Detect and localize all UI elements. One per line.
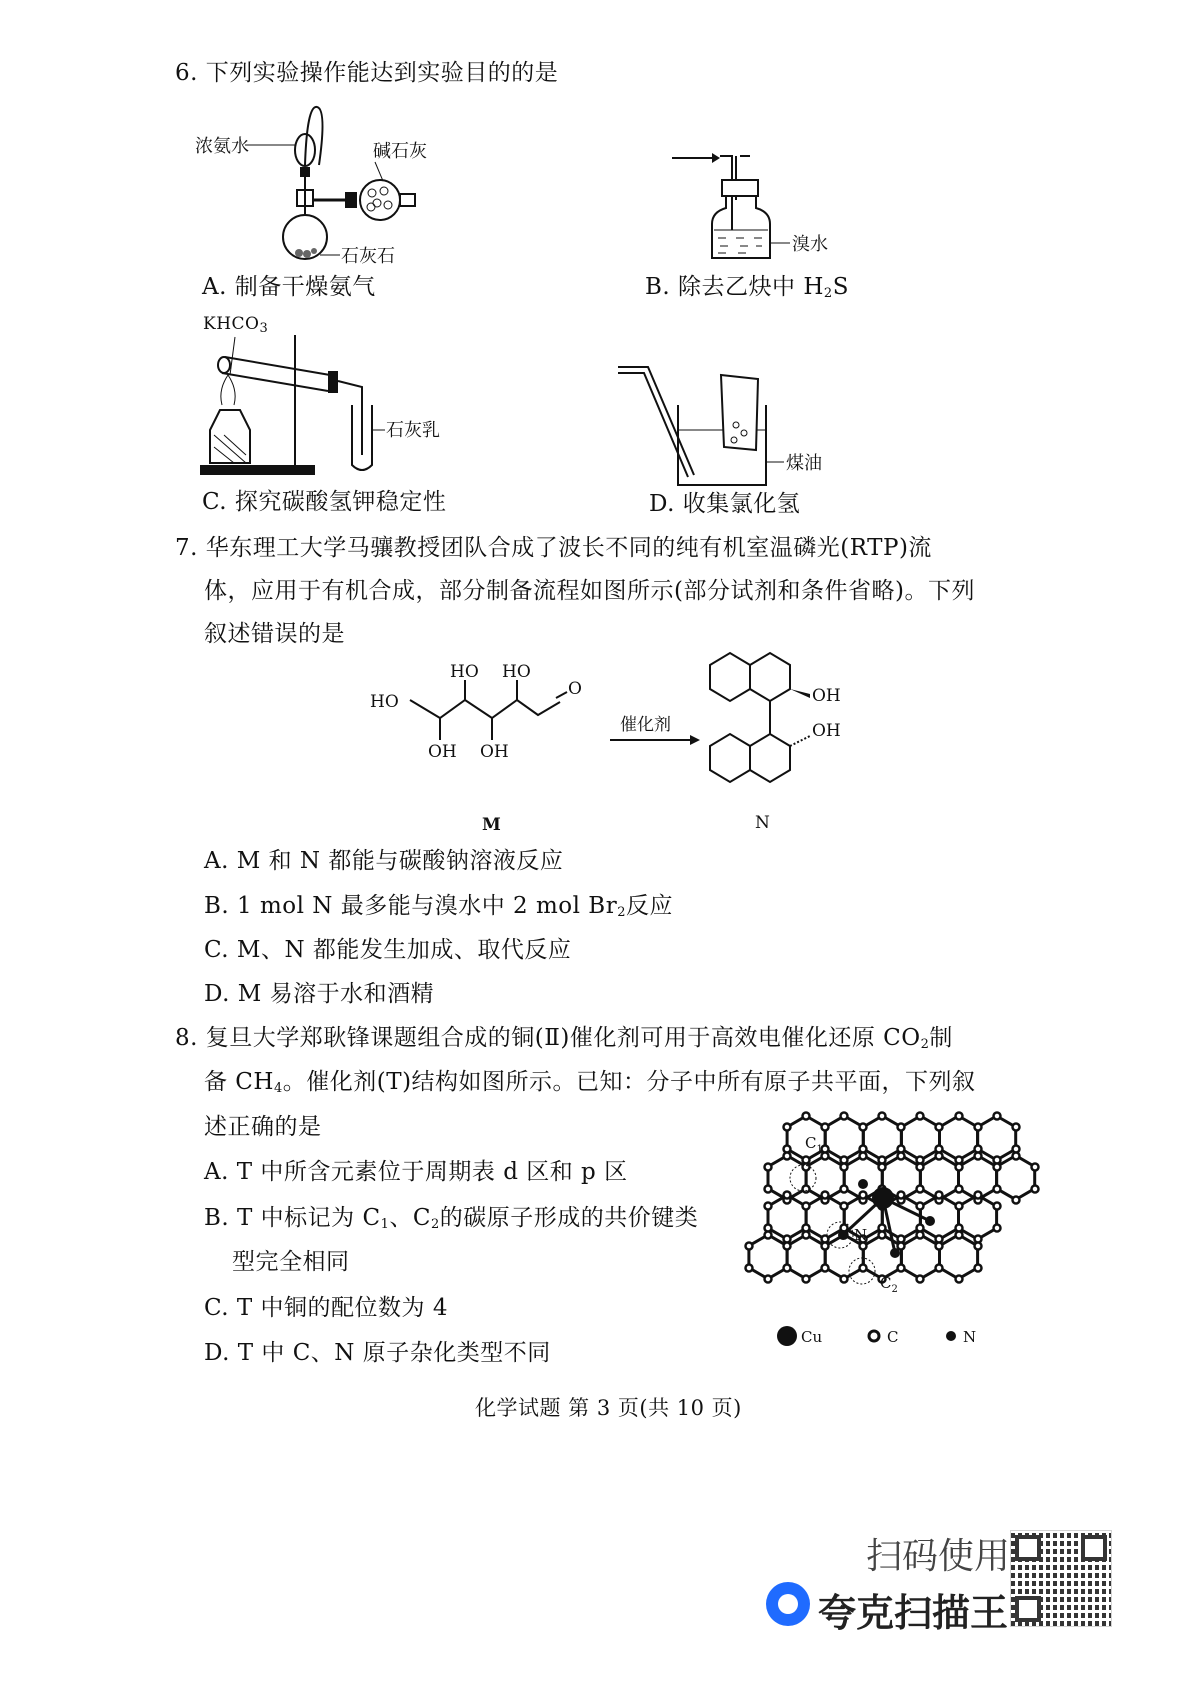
compound-m-label: M bbox=[482, 815, 501, 835]
carbon-atom bbox=[956, 1186, 963, 1193]
carbon-atom bbox=[879, 1232, 886, 1239]
carbon-atom bbox=[879, 1164, 886, 1171]
carbon-atom bbox=[784, 1265, 791, 1272]
legend-c-marker bbox=[869, 1331, 879, 1341]
carbon-atom bbox=[936, 1192, 943, 1199]
label-lime-milk: 石灰乳 bbox=[386, 420, 440, 441]
carbon-atom bbox=[1032, 1186, 1039, 1193]
page-footer: 化学试题 第 3 页(共 10 页) bbox=[475, 1396, 742, 1420]
carbon-atom bbox=[936, 1124, 943, 1131]
label-concentrated-ammonia: 浓氨水 bbox=[195, 136, 249, 157]
apparatus-a-diagram bbox=[195, 105, 465, 275]
line-subscript: 4 bbox=[273, 1081, 283, 1096]
carbon-atom bbox=[784, 1243, 791, 1250]
carbon-ring bbox=[825, 1116, 863, 1160]
carbon-atom bbox=[956, 1232, 963, 1239]
legend-n-marker bbox=[946, 1331, 956, 1341]
carbon-atom bbox=[917, 1232, 924, 1239]
compound-n-label: N bbox=[755, 813, 770, 833]
qr-code[interactable] bbox=[1010, 1530, 1112, 1627]
m-ho-1: HO bbox=[370, 692, 399, 712]
carbon-atom bbox=[803, 1232, 810, 1239]
carbon-atom bbox=[746, 1265, 753, 1272]
carbon-atom bbox=[936, 1243, 943, 1250]
q6-option-d-caption: D. 收集氯化氢 bbox=[649, 491, 801, 517]
q7-option-d: D. M 易溶于水和酒精 bbox=[204, 981, 435, 1007]
m-ho-3: HO bbox=[502, 662, 531, 682]
carbon-ring bbox=[940, 1235, 978, 1279]
carbon-atom bbox=[917, 1203, 924, 1210]
option-subscript-1: 1 bbox=[380, 1217, 390, 1232]
carbon-atom bbox=[975, 1153, 982, 1160]
apparatus-c-diagram bbox=[200, 335, 470, 485]
carbon-atom bbox=[841, 1186, 848, 1193]
carbon-atom bbox=[841, 1113, 848, 1120]
q7-line-1: 7. 华东理工大学马骧教授团队合成了波长不同的纯有机室温磷光(RTP)流 bbox=[175, 535, 932, 561]
q7-option-b bbox=[204, 895, 673, 919]
quark-scanner-brand: 夸克扫描王 bbox=[818, 1591, 1009, 1635]
q8-option-b bbox=[204, 1207, 698, 1231]
nitrogen-atom bbox=[858, 1179, 868, 1189]
carbon-ring bbox=[940, 1116, 978, 1160]
carbon-atom bbox=[746, 1243, 753, 1250]
caption-text-end: S bbox=[832, 274, 849, 300]
carbon-atom bbox=[841, 1203, 848, 1210]
carbon-atom bbox=[994, 1186, 1001, 1193]
line-text: 备 CH bbox=[204, 1069, 274, 1095]
carbon-atom bbox=[917, 1164, 924, 1171]
carbon-ring bbox=[901, 1235, 939, 1279]
apparatus-d-diagram bbox=[616, 365, 856, 490]
option-text-end: 反应 bbox=[626, 893, 673, 919]
khco3-label bbox=[203, 316, 268, 335]
n-label: N bbox=[854, 1226, 868, 1244]
carbon-atom bbox=[803, 1276, 810, 1283]
q6-option-c-caption: C. 探究碳酸氢钾稳定性 bbox=[202, 489, 447, 515]
m-oh-2: OH bbox=[480, 742, 509, 762]
nitrogen-atom bbox=[925, 1216, 935, 1226]
q8-option-d: D. T 中 C、N 原子杂化类型不同 bbox=[204, 1340, 551, 1366]
carbon-ring bbox=[749, 1235, 787, 1279]
carbon-atom bbox=[765, 1276, 772, 1283]
carbon-ring bbox=[901, 1116, 939, 1160]
carbon-atom bbox=[994, 1203, 1001, 1210]
carbon-atom bbox=[956, 1203, 963, 1210]
nitrogen-atom bbox=[838, 1230, 848, 1240]
legend-cu-marker bbox=[777, 1326, 797, 1346]
reagent-text: KHCO bbox=[203, 314, 260, 334]
label-limestone: 石灰石 bbox=[341, 246, 395, 267]
carbon-atom bbox=[803, 1203, 810, 1210]
line-text-end: 制 bbox=[929, 1025, 953, 1051]
option-text: B. T 中标记为 C bbox=[204, 1205, 381, 1231]
carbon-atom bbox=[1013, 1124, 1020, 1131]
carbon-atom bbox=[841, 1164, 848, 1171]
option-text: B. 1 mol N 最多能与溴水中 2 mol Br bbox=[204, 893, 618, 919]
carbon-atom bbox=[975, 1265, 982, 1272]
carbon-atom bbox=[784, 1153, 791, 1160]
scan-to-use-text: 扫码使用 bbox=[866, 1536, 1011, 1577]
carbon-ring bbox=[787, 1235, 825, 1279]
option-text-mid: 、C bbox=[389, 1205, 431, 1231]
q6-title: 6. 下列实验操作能达到实验目的的是 bbox=[175, 60, 559, 86]
quark-logo-icon bbox=[766, 1582, 810, 1626]
carbon-atom bbox=[956, 1164, 963, 1171]
carbon-atom bbox=[898, 1153, 905, 1160]
carbon-atom bbox=[784, 1124, 791, 1131]
carbon-ring bbox=[997, 1156, 1035, 1200]
carbon-atom bbox=[956, 1113, 963, 1120]
q8-line-2 bbox=[204, 1071, 976, 1095]
carbon-atom bbox=[898, 1192, 905, 1199]
q7-line-2: 体，应用于有机合成，部分制备流程如图所示(部分试剂和条件省略)。下列 bbox=[204, 578, 975, 604]
carbon-atom bbox=[917, 1276, 924, 1283]
q6-option-b-caption bbox=[645, 276, 849, 300]
carbon-atom bbox=[822, 1192, 829, 1199]
catalyst-structure-diagram bbox=[740, 1108, 1040, 1358]
caption-subscript: 2 bbox=[823, 286, 833, 301]
q8-option-a: A. T 中所含元素位于周期表 d 区和 p 区 bbox=[204, 1159, 628, 1185]
q6-option-a-caption: A. 制备干燥氨气 bbox=[202, 274, 376, 300]
carbon-ring bbox=[978, 1116, 1016, 1160]
label-kerosene: 煤油 bbox=[786, 453, 822, 474]
carbon-atom bbox=[898, 1124, 905, 1131]
q7-option-c: C. M、N 都能发生加成、取代反应 bbox=[204, 937, 572, 963]
carbon-atom bbox=[860, 1192, 867, 1199]
carbon-atom bbox=[765, 1164, 772, 1171]
carbon-atom bbox=[936, 1265, 943, 1272]
carbon-atom bbox=[784, 1192, 791, 1199]
carbon-atom bbox=[975, 1124, 982, 1131]
apparatus-b-diagram bbox=[670, 150, 890, 265]
carbon-atom bbox=[917, 1186, 924, 1193]
carbon-atom bbox=[879, 1113, 886, 1120]
label-soda-lime: 碱石灰 bbox=[373, 141, 427, 162]
c2-label: $C_2$ bbox=[880, 1274, 898, 1295]
line-subscript: 2 bbox=[920, 1037, 930, 1052]
m-oh-1: OH bbox=[428, 742, 457, 762]
carbon-atom bbox=[975, 1192, 982, 1199]
carbon-atom bbox=[1013, 1153, 1020, 1160]
q8-option-c: C. T 中铜的配位数为 4 bbox=[204, 1295, 448, 1321]
carbon-atom bbox=[803, 1186, 810, 1193]
carbon-atom bbox=[994, 1113, 1001, 1120]
carbon-atom bbox=[765, 1203, 772, 1210]
q8-line-3: 述正确的是 bbox=[204, 1114, 322, 1140]
option-subscript-2: 2 bbox=[430, 1217, 440, 1232]
option-subscript: 2 bbox=[617, 905, 626, 920]
n-oh-2: OH bbox=[812, 721, 841, 741]
m-ho-2: HO bbox=[450, 662, 479, 682]
c1-label: $C_1$ bbox=[805, 1134, 823, 1155]
carbon-atom bbox=[860, 1124, 867, 1131]
carbon-ring bbox=[863, 1116, 901, 1160]
legend-n: N bbox=[963, 1328, 977, 1346]
carbon-atom bbox=[994, 1164, 1001, 1171]
q7-line-3: 叙述错误的是 bbox=[204, 621, 345, 647]
carbon-atom bbox=[803, 1113, 810, 1120]
carbon-atom bbox=[1013, 1197, 1020, 1204]
n-oh-1: OH bbox=[812, 686, 841, 706]
reagent-subscript: 3 bbox=[259, 321, 269, 336]
carbon-atom bbox=[765, 1186, 772, 1193]
arrow-catalyst-label: 催化剂 bbox=[620, 715, 671, 735]
carbon-atom bbox=[822, 1265, 829, 1272]
q7-option-a: A. M 和 N 都能与碳酸钠溶液反应 bbox=[204, 848, 564, 874]
caption-text: B. 除去乙炔中 H bbox=[645, 274, 824, 300]
carbon-atom bbox=[917, 1113, 924, 1120]
carbon-atom bbox=[898, 1243, 905, 1250]
carbon-atom bbox=[822, 1124, 829, 1131]
reaction-scheme bbox=[370, 660, 870, 835]
copper-atom bbox=[872, 1187, 894, 1209]
legend-cu: Cu bbox=[801, 1328, 823, 1346]
carbon-atom bbox=[994, 1225, 1001, 1232]
carbon-atom bbox=[956, 1276, 963, 1283]
option-text-end: 的碳原子形成的共价键类 bbox=[439, 1205, 699, 1231]
carbon-atom bbox=[860, 1153, 867, 1160]
nitrogen-atom bbox=[890, 1248, 900, 1258]
carbon-atom bbox=[975, 1243, 982, 1250]
carbon-atom bbox=[765, 1232, 772, 1239]
m-carbonyl-o: O bbox=[568, 679, 582, 699]
q8-option-b-continued: 型完全相同 bbox=[232, 1249, 350, 1275]
carbon-atom bbox=[898, 1265, 905, 1272]
carbon-atom bbox=[860, 1265, 867, 1272]
line-text-end: 。催化剂(T)结构如图所示。已知：分子中所有原子共平面，下列叙 bbox=[282, 1069, 976, 1095]
carbon-atom bbox=[822, 1243, 829, 1250]
q8-line-1 bbox=[175, 1027, 953, 1051]
line-text: 8. 复旦大学郑耿锋课题组合成的铜(Ⅱ)催化剂可用于高效电催化还原 CO bbox=[175, 1025, 921, 1051]
label-bromine-water: 溴水 bbox=[792, 234, 828, 255]
carbon-atom bbox=[841, 1276, 848, 1283]
carbon-atom bbox=[936, 1153, 943, 1160]
legend-c: C bbox=[887, 1328, 899, 1346]
carbon-atom bbox=[1032, 1164, 1039, 1171]
